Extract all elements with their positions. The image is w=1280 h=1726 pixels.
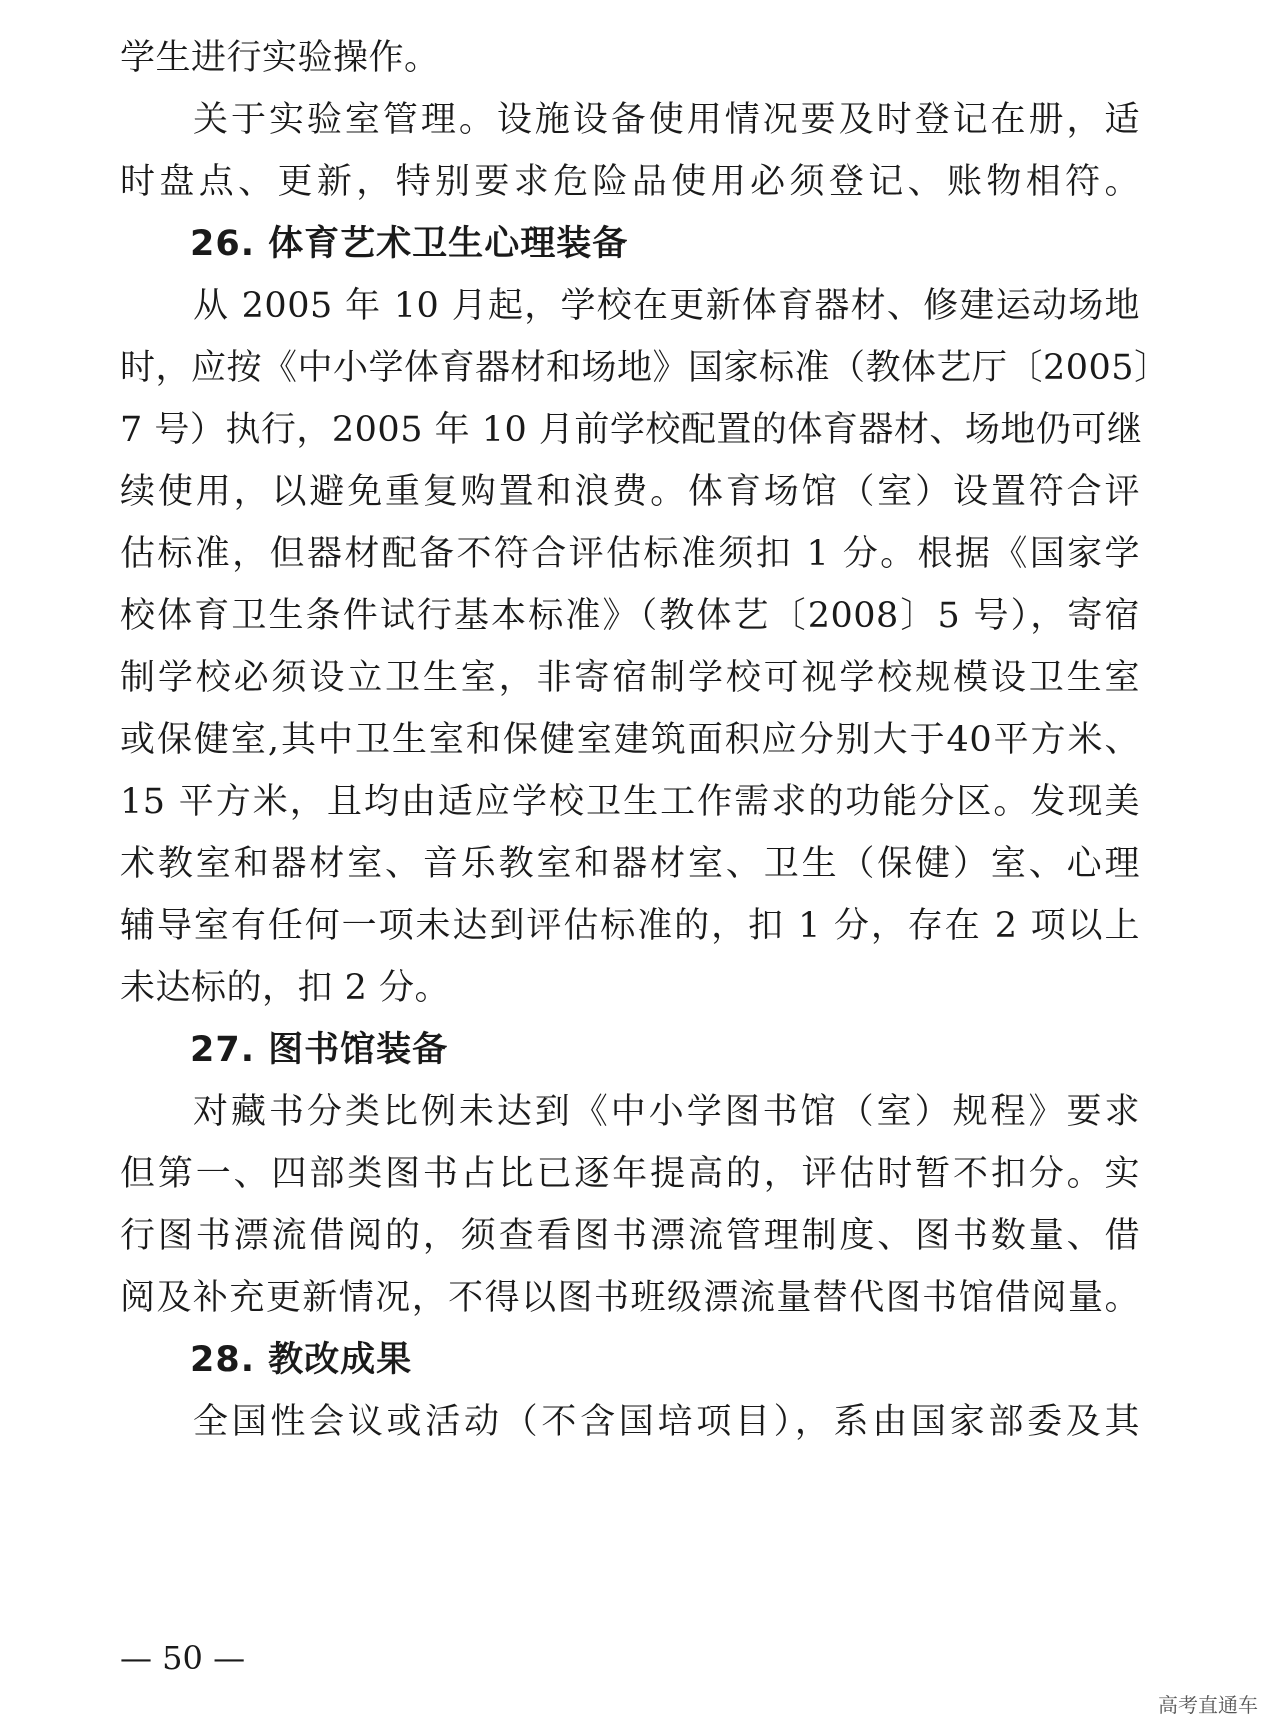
- body-line: 或保健室,其中卫生室和保健室建筑面积应分别大于40平方米、: [120, 720, 1140, 760]
- body-line: 关于实验室管理。设施设备使用情况要及时登记在册，适: [193, 100, 1140, 140]
- body-line: 时盘点、更新，特别要求危险品使用必须登记、账物相符。: [120, 162, 1140, 202]
- body-line: 全国性会议或活动（不含国培项目），系由国家部委及其: [193, 1402, 1140, 1442]
- page-number: — 50 —: [120, 1639, 246, 1677]
- body-line: 从 2005 年 10 月起，学校在更新体育器材、修建运动场地: [193, 286, 1140, 326]
- body-line: 15 平方米，且均由适应学校卫生工作需求的功能分区。发现美: [120, 782, 1140, 822]
- section-heading-27: 27. 图书馆装备: [190, 1030, 449, 1070]
- body-line: 续使用，以避免重复购置和浪费。体育场馆（室）设置符合评: [120, 472, 1140, 512]
- body-line: 术教室和器材室、音乐教室和器材室、卫生（保健）室、心理: [120, 844, 1140, 884]
- body-line: 校体育卫生条件试行基本标准》（教体艺〔2008〕5 号），寄宿: [120, 596, 1140, 636]
- body-line: 未达标的，扣 2 分。: [120, 968, 451, 1008]
- body-line: 7 号）执行，2005 年 10 月前学校配置的体育器材、场地仍可继: [120, 410, 1143, 450]
- body-line: 学生进行实验操作。: [120, 38, 440, 78]
- body-line: 时，应按《中小学体育器材和场地》国家标准（教体艺厅〔2005〕: [120, 348, 1170, 388]
- section-heading-28: 28. 教改成果: [190, 1340, 413, 1380]
- section-heading-26: 26. 体育艺术卫生心理装备: [190, 224, 629, 264]
- watermark-text: 高考直通车: [1158, 1693, 1258, 1717]
- body-line: 行图书漂流借阅的，须查看图书漂流管理制度、图书数量、借: [120, 1216, 1140, 1256]
- body-line: 辅导室有任何一项未达到评估标准的，扣 1 分，存在 2 项以上: [120, 906, 1140, 946]
- body-line: 估标准，但器材配备不符合评估标准须扣 1 分。根据《国家学: [120, 534, 1140, 574]
- body-line: 但第一、四部类图书占比已逐年提高的，评估时暂不扣分。实: [120, 1154, 1140, 1194]
- body-line: 对藏书分类比例未达到《中小学图书馆（室）规程》要求: [193, 1092, 1140, 1132]
- body-line: 阅及补充更新情况，不得以图书班级漂流量替代图书馆借阅量。: [120, 1278, 1140, 1318]
- body-line: 制学校必须设立卫生室，非寄宿制学校可视学校规模设卫生室: [120, 658, 1140, 698]
